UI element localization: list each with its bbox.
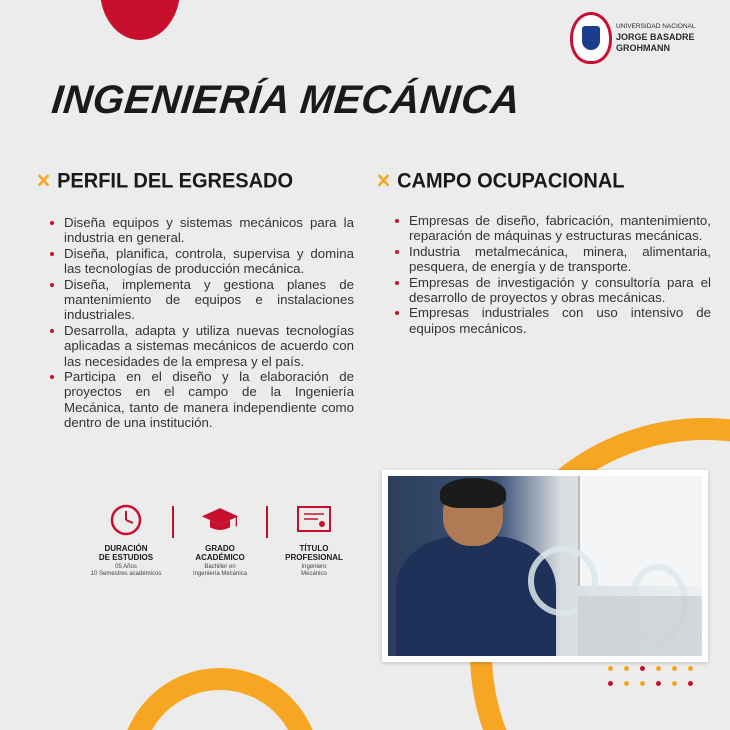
grado-title-2: ACADÉMICO [195, 553, 245, 562]
cross-bullet-icon: ✕ [36, 170, 52, 192]
perfil-heading-label: PERFIL DEL EGRESADO [57, 169, 294, 193]
diploma-icon [294, 502, 334, 538]
university-logo [570, 12, 695, 64]
logo-line-2: JORGE BASADRE [616, 32, 695, 42]
university-name [616, 22, 695, 54]
decorative-red-circle [100, 0, 180, 40]
duracion-sub-2: 10 Semestres académicos [90, 571, 162, 577]
list-item: Empresas industriales con uso intensivo de equipos mecánicos. [395, 305, 711, 336]
grado-sub-1: Bachiller en [204, 564, 236, 570]
university-seal-icon [570, 12, 612, 64]
list-item: Desarrolla, adapta y utiliza nuevas tecnologías aplicadas a sistemas mecánicos de acuerdo con las necesidades de la empresa y el país. [50, 323, 354, 369]
whiteboard [578, 476, 702, 586]
perfil-heading [36, 169, 293, 194]
program-info-row [80, 502, 360, 578]
duracion-title-2: DE ESTUDIOS [98, 553, 154, 562]
grado-info [174, 502, 266, 578]
duracion-title-1: DURACIÓN [104, 544, 148, 553]
perfil-list [50, 215, 354, 431]
list-item: Participa en el diseño y la elaboración de proyectos en el campo de la Ingeniería Mecánica, tanto de manera independiente como dentro de una institución. [50, 369, 354, 431]
page-title: INGENIERÍA MECÁNICA [49, 78, 523, 122]
duracion-info [80, 502, 172, 578]
titulo-title-1: TÍTULO [299, 544, 329, 553]
list-item: Diseña, implementa y gestiona planes de mantenimiento de equipos e instalaciones industriales. [50, 277, 354, 323]
student-photo [382, 470, 708, 662]
list-item: Empresas de diseño, fabricación, mantenimiento, reparación de máquinas y estructuras mecánicas. [395, 213, 711, 244]
titulo-title-2: PROFESIONAL [285, 553, 343, 562]
cross-bullet-icon: ✕ [376, 170, 392, 192]
logo-line-1: UNIVERSIDAD NACIONAL [616, 23, 696, 30]
graduation-cap-icon [200, 502, 240, 538]
titulo-sub-1: Ingeniero [301, 564, 327, 570]
lab-photo-illustration [388, 476, 702, 656]
list-item: Industria metalmecánica, minera, alimentaria, pesquera, de energía y de transporte. [395, 244, 711, 275]
decorative-orange-ring [120, 668, 320, 730]
grado-title-1: GRADO [205, 544, 235, 553]
list-item: Diseña equipos y sistemas mecánicos para la industria en general. [50, 215, 354, 246]
campo-heading [376, 169, 625, 194]
clock-icon [106, 502, 146, 538]
student-hair [440, 478, 506, 508]
titulo-sub-2: Mecánico [301, 571, 327, 577]
logo-line-3: GROHMANN [616, 43, 670, 53]
list-item: Diseña, planifica, controla, supervisa y domina las tecnologías de producción mecánica. [50, 246, 354, 277]
list-item: Empresas de investigación y consultoría para el desarrollo de proyectos y obras mecánicas. [395, 275, 711, 306]
titulo-info [268, 502, 360, 578]
hydraulic-rig [578, 596, 702, 656]
duracion-sub-1: 05 Años [115, 564, 137, 570]
campo-list [395, 213, 711, 336]
grado-sub-2: Ingeniería Mecánica [192, 571, 248, 577]
campo-heading-label: CAMPO OCUPACIONAL [397, 169, 625, 193]
